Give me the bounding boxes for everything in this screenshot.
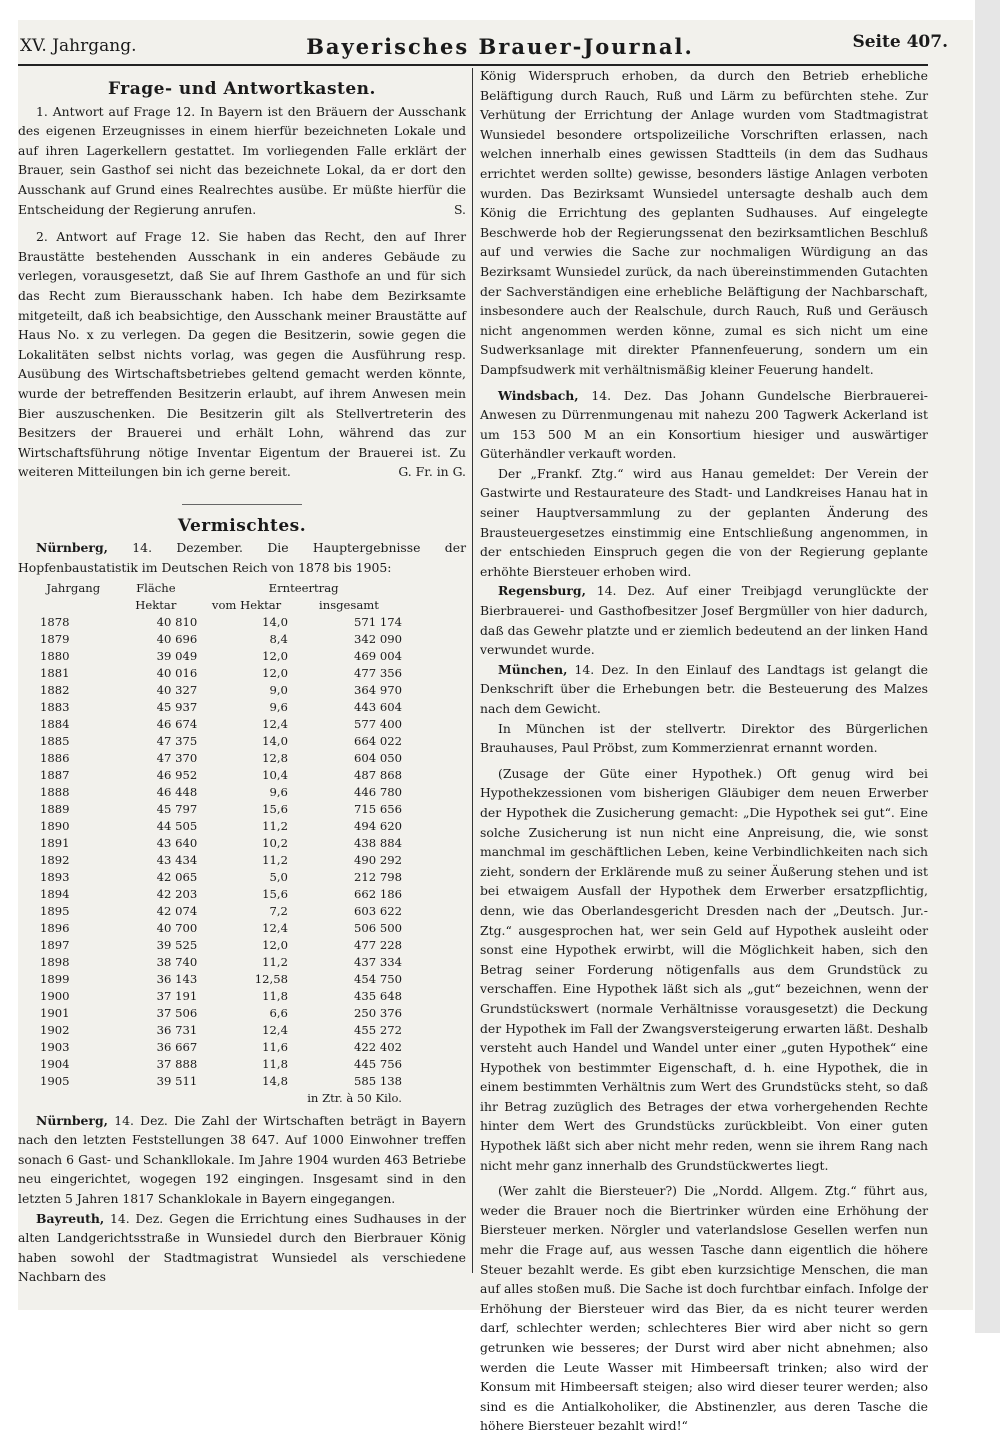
cell-total: 446 780 [354, 784, 402, 799]
table-row [36, 1056, 406, 1073]
news-text: Auf einer Treibjagd verunglückte der Bierbrauerei- und Gasthofbesitzer Josef Bergmüller von hier dadurch, daß das Gewehr platzte und er ziemlich bedeutend an der linken Hand verwundet wurde. [480, 583, 928, 658]
news-text: Das Johann Gundelsche Bierbrauerei-Anwesen zu Dürrenmungenau mit nahezu 200 Tagwerk Ackerland ist um 153 500 M an ein Konsortium hiesiger und auswärtiger Güterhändler verkauft worden. [480, 387, 928, 462]
place-label: Bayreuth, [36, 1210, 105, 1226]
cell-year: 1893 [40, 869, 70, 884]
cell-total: 364 970 [354, 682, 402, 697]
place-label: Windsbach, [498, 387, 579, 403]
cell-area: 42 074 [156, 903, 198, 918]
cell-per-hectare: 11,8 [262, 1056, 288, 1071]
cell-total: 585 138 [354, 1073, 402, 1088]
cell-per-hectare: 12,8 [262, 750, 288, 765]
cell-total: 477 356 [354, 665, 402, 680]
table-row [36, 716, 406, 733]
cell-area: 46 952 [156, 767, 198, 782]
bayreuth-continued: König Widerspruch erhoben, da durch den Betrieb erhebliche Beläftigung durch Rauch, Ruß und Lärm zu befürchten stehe. Zur Verhütung der Errichtung der Anlage wurden vom Stadtmagistrat Wunsiedel besondere ortspolizeiliche Vorschriften erlassen, nach welchen innerhalb eines gewissen Stadtteils (in dem das Sudhaus errichtet werden sollte) gewisse, besonders lästige Anlagen verboten wurden. Das Bezirksamt Wunsiedel untersagte deshalb auch dem König die Errichtung des geplanten Sudhauses. Auf eingelegte Beschwerde hob der Regierungssenat den bezirksamtlichen Beschluß auf und verwies die Sache zur nochmaligen Würdigung an das Bezirksamt Wunsiedel zurück, da nach übereinstimmenden Gutachten der Sachverständigen eine erhebliche Beläftigung der Nachbarschaft, insbesondere auch der Realschule, durch Rauch, Ruß und Geräusch nicht angenommen werden könne, zumal es sich nicht um eine Sudwerksanlage mit direkter Pfannenfeuerung, sondern um ein Dampfsudwerk mit verhältnismäßig kleiner Feuerung handelt. [480, 68, 928, 377]
cell-per-hectare: 12,4 [262, 1022, 288, 1037]
table-row [36, 648, 406, 665]
cell-area: 43 434 [156, 852, 198, 867]
table-row [36, 699, 406, 716]
cell-per-hectare: 12,58 [254, 971, 288, 986]
cell-total: 250 376 [354, 1005, 402, 1020]
cell-per-hectare: 12,0 [262, 665, 288, 680]
answer-2 [18, 227, 466, 482]
cell-year: 1900 [40, 988, 70, 1003]
cell-per-hectare: 10,4 [262, 767, 288, 782]
table-row [36, 801, 406, 818]
cell-total: 455 272 [354, 1022, 402, 1037]
cell-per-hectare: 14,0 [262, 614, 288, 629]
cell-year: 1886 [40, 750, 70, 765]
cell-year: 1883 [40, 699, 70, 714]
table-row [36, 971, 406, 988]
cell-per-hectare: 14,8 [262, 1073, 288, 1088]
table-subheader-row [36, 597, 406, 614]
table-row [36, 614, 406, 631]
cell-per-hectare: 10,2 [262, 835, 288, 850]
news-hanau: Der „Frankf. Ztg.“ wird aus Hanau gemeldet: Der Verein der Gastwirte und Restaurateure des Stadt- und Landkreises Hanau hat in seiner Hauptversammlung zu der geplanten Änderung des Brausteuergesetzes einstimmig eine Entschließung angenommen, in der entschieden Einspruch gegen die von der Regierung geplante erhöhte Biersteuer erhoben wird. [480, 465, 928, 579]
place-label: Nürnberg, [36, 1112, 108, 1128]
cell-per-hectare: 12,4 [262, 920, 288, 935]
news-muenchen [480, 660, 928, 719]
cell-total: 577 400 [354, 716, 402, 731]
cell-total: 571 174 [354, 614, 402, 629]
table-row [36, 767, 406, 784]
cell-total: 438 884 [354, 835, 402, 850]
cell-total: 437 334 [354, 954, 402, 969]
cell-year: 1902 [40, 1022, 70, 1037]
cell-year: 1884 [40, 716, 70, 731]
section-title-misc: Vermischtes. [177, 515, 307, 536]
cell-total: 494 620 [354, 818, 402, 833]
subheader-total: insgesamt [319, 597, 379, 612]
cell-year: 1881 [40, 665, 70, 680]
column-divider [472, 68, 473, 1273]
cell-area: 37 191 [156, 988, 198, 1003]
cell-area: 40 327 [156, 682, 198, 697]
answer-1-text: 1. Antwort auf Frage 12. In Bayern ist den Bräuern der Ausschank des eigenen Erzeugnisses in einem hierfür bezeichneten Lokale und auf ihren Lagerkellern gestattet. Im vorliegenden Falle erklärt der Brauer, sein Gasthof sei nicht das bezeichnete Lokal, da er dort den Ausschank auf Grund eines Realrechtes ausübe. Er müßte hierfür die Entscheidung der Regierung anrufen. [18, 103, 466, 217]
table-row [36, 750, 406, 767]
date-label: 14. Dezember. [132, 540, 243, 556]
news-nuernberg-2 [18, 1111, 466, 1209]
news-muenchen-2: In München ist der stellvertr. Direktor des Bürgerlichen Brauhauses, Paul Pröbst, zum Kommerzienrat ernannt worden. [480, 720, 928, 756]
cell-area: 36 731 [156, 1022, 198, 1037]
cell-area: 39 511 [156, 1073, 198, 1088]
cell-area: 42 203 [156, 886, 198, 901]
date-label: 14. Dez. [574, 661, 629, 677]
cell-area: 46 674 [156, 716, 198, 731]
news-nuernberg-1 [18, 538, 466, 577]
subheader-per-hectare: vom Hektar [211, 597, 282, 612]
header-area: Fläche [136, 580, 176, 595]
table-row [36, 1073, 406, 1090]
cell-per-hectare: 11,6 [262, 1039, 288, 1054]
cell-per-hectare: 15,6 [262, 801, 288, 816]
cell-year: 1899 [40, 971, 70, 986]
cell-year: 1885 [40, 733, 70, 748]
cell-area: 40 810 [156, 614, 198, 629]
date-label: 14. Dez. [109, 1210, 164, 1226]
cell-area: 36 143 [156, 971, 198, 986]
cell-total: 454 750 [354, 971, 402, 986]
table-row [36, 954, 406, 971]
journal-title: Bayerisches Brauer-Journal. [306, 34, 694, 59]
date-label: 14. Dez. [591, 387, 652, 403]
cell-year: 1891 [40, 835, 70, 850]
cell-year: 1904 [40, 1056, 70, 1071]
cell-area: 47 375 [156, 733, 198, 748]
cell-per-hectare: 12,4 [262, 716, 288, 731]
cell-area: 39 049 [156, 648, 198, 663]
cell-area: 38 740 [156, 954, 198, 969]
page-header [0, 22, 1000, 62]
table-row [36, 818, 406, 835]
cell-total: 445 756 [354, 1056, 402, 1071]
table-row [36, 886, 406, 903]
cell-total: 664 022 [354, 733, 402, 748]
news-text: Die Hauptergebnisse der Hopfenbaustatistik im Deutschen Reich von 1878 bis 1905: [18, 540, 466, 576]
table-row [36, 988, 406, 1005]
cell-per-hectare: 11,2 [262, 852, 288, 867]
cell-year: 1897 [40, 937, 70, 952]
cell-total: 662 186 [354, 886, 402, 901]
cell-total: 212 798 [354, 869, 402, 884]
table-row [36, 665, 406, 682]
cell-per-hectare: 11,2 [262, 818, 288, 833]
cell-area: 47 370 [156, 750, 198, 765]
page-number: Seite 407. [852, 32, 948, 52]
table-row [36, 784, 406, 801]
cell-area: 45 797 [156, 801, 198, 816]
right-column [480, 66, 928, 1436]
date-label: 14. Dez. [596, 583, 656, 599]
answer-2-text: 2. Antwort auf Frage 12. Sie haben das Recht, den auf Ihrer Braustätte bestehenden Ausschank in ein anderes Gebäude zu verlegen, vorausgesetzt, daß Sie auf Ihrem Gasthofe an und für sich das Recht zum Bierausschank haben. Ich habe dem Bezirksamte mitgeteilt, daß ich beabsichtige, den Ausschank meiner Braustätte auf Haus No. x zu verlegen. Da gegen die Besitzerin, sowie gegen die Lokalitäten selbst nichts vorlag, was gegen die Ausführung resp. Ausübung des Wirtschaftsbetriebes geltend gemacht werden könnte, wurde der betreffenden Besitzerin erlaubt, auf ihrem Anwesen mein Bier auszuschenken. Die Besitzerin gilt als Stellvertreterin des Besitzers der Brauerei und erhält Lohn, während das zur Wirtschaftsführung nötige Inventar Eigentum der Brauerei ist. Zu weiteren Mitteilungen bin ich gerne bereit. [18, 229, 466, 480]
cell-year: 1892 [40, 852, 70, 867]
news-text: Gegen die Errichtung eines Sudhauses in der alten Landgerichtsstraße in Wunsiedel durch den Bierbrauer König haben sowohl der Stadtmagistrat Wunsiedel als verschiedene Nachbarn des [18, 1210, 466, 1285]
section-separator [182, 504, 302, 505]
header-year: Jahrgang [46, 580, 101, 595]
cell-area: 44 505 [156, 818, 198, 833]
table-row [36, 733, 406, 750]
cell-area: 43 640 [156, 835, 198, 850]
cell-total: 715 656 [354, 801, 402, 816]
cell-per-hectare: 14,0 [262, 733, 288, 748]
cell-year: 1878 [40, 614, 70, 629]
table-row [36, 1005, 406, 1022]
answer-2-signature: G. Fr. in G. [398, 464, 466, 480]
cell-total: 603 622 [354, 903, 402, 918]
cell-per-hectare: 9,0 [269, 682, 288, 697]
cell-per-hectare: 9,6 [269, 784, 288, 799]
cell-per-hectare: 12,0 [262, 648, 288, 663]
date-label: 14. Dez. [114, 1112, 168, 1128]
section-title-qa: Frage- und Antwortkasten. [108, 79, 376, 99]
volume-label: XV. Jahrgang. [20, 36, 137, 56]
cell-per-hectare: 5,0 [269, 869, 288, 884]
news-windsbach [480, 386, 928, 464]
cell-area: 37 506 [156, 1005, 198, 1020]
cell-total: 422 402 [354, 1039, 402, 1054]
cell-per-hectare: 11,2 [262, 954, 288, 969]
table-row [36, 920, 406, 937]
cell-total: 469 004 [354, 648, 402, 663]
cell-per-hectare: 15,6 [262, 886, 288, 901]
cell-per-hectare: 8,4 [269, 631, 288, 646]
cell-total: 604 050 [354, 750, 402, 765]
answer-1-signature: S. [454, 201, 466, 217]
cell-year: 1894 [40, 886, 70, 901]
cell-area: 40 696 [156, 631, 198, 646]
left-column [18, 68, 466, 1287]
news-bayreuth [18, 1209, 466, 1287]
cell-area: 40 700 [156, 920, 198, 935]
table-unit-row [36, 1090, 406, 1107]
cell-year: 1882 [40, 682, 70, 697]
cell-year: 1898 [40, 954, 70, 969]
cell-total: 435 648 [354, 988, 402, 1003]
binding-edge [975, 0, 1000, 1333]
cell-year: 1887 [40, 767, 70, 782]
cell-total: 487 868 [354, 767, 402, 782]
news-text: In den Einlauf des Landtags ist gelangt die Denkschrift über die Erhebungen betr. die Besteuerung des Malzes nach dem Gewicht. [480, 661, 928, 716]
cell-year: 1880 [40, 648, 70, 663]
cell-year: 1903 [40, 1039, 70, 1054]
cell-year: 1889 [40, 801, 70, 816]
cell-total: 506 500 [354, 920, 402, 935]
table-row [36, 852, 406, 869]
cell-per-hectare: 6,6 [269, 1005, 288, 1020]
cell-area: 46 448 [156, 784, 198, 799]
cell-year: 1890 [40, 818, 70, 833]
answer-1 [18, 102, 466, 220]
table-row [36, 631, 406, 648]
news-hypothek: (Zusage der Güte einer Hypothek.) Oft genug wird bei Hypothekzessionen vom bisherigen Gläubiger dem neuen Erwerber der Hypothek die Zusicherung gemacht: „Die Hypothek sei gut“. Eine solche Zusicherung ist nun nicht eine Anpreisung, die, wie sonst manchmal im geschäftlichen Leben, keine Verbindlichkeiten nach sich zieht, sondern der Erklärende muß zu seiner Äußerung stehen und ist bei etwaigem Ausfall der Hypothek dem Erwerber ersatzpflichtig, denn, wie das Oberlandesgericht Dresden nach der „Deutsch. Jur.-Ztg.“ ausgesprochen hat, wer sein Geld auf Hypothek ausleiht oder sonst eine Hypothek erwirbt, will die Möglichkeit haben, sich den Betrag seiner Forderung nötigenfalls aus dem Grundstück zu verschaffen. Eine Hypothek läßt sich als „gut“ bezeichnen, wenn der Grundstückswert (normale Verhältnisse vorausgesetzt) die Deckung der Hypothek im Fall der Zwangsversteigerung erwarten läßt. Deshalb versteht auch Handel und Wandel unter einer „guten Hypothek“ eine Hypothek von bestimmter Eigenschaft, d. h. eine Hypothek, die in einem bestimmten Verhältnis zum Wert des Grundstücks steht, so daß ihr Betrag zuzüglich des Betrages der etwa vorhergehenden Rechte hinter dem Wert des Grundstücks zurückbleibt. Von einer guten Hypothek läßt sich aber nicht mehr reden, wenn sie ihrem Rang nach nicht mehr ganz innerhalb des Grundstückwertes liegt. [480, 765, 928, 1173]
table-row [36, 937, 406, 954]
table-header-row [36, 580, 406, 597]
news-regensburg [480, 581, 928, 659]
cell-per-hectare: 9,6 [269, 699, 288, 714]
place-label: München, [498, 661, 568, 677]
table-row [36, 1039, 406, 1056]
cell-year: 1888 [40, 784, 70, 799]
cell-area: 39 525 [156, 937, 198, 952]
cell-area: 37 888 [156, 1056, 198, 1071]
cell-year: 1879 [40, 631, 70, 646]
news-text: Die Zahl der Wirtschaften beträgt in Bayern nach den letzten Feststellungen 38 647. Auf 1000 Einwohner treffen sonach 6 Gast- und Schankllokale. Im Jahre 1904 wurden 463 Betriebe neu eingerichtet, wogegen 192 eingingen. Insgesamt sind in den letzten 5 Jahren 1817 Schanklokale in Bayern eingegangen. [18, 1112, 466, 1207]
cell-per-hectare: 12,0 [262, 937, 288, 952]
header-yield: Ernteertrag [268, 580, 339, 595]
cell-year: 1896 [40, 920, 70, 935]
table-row [36, 682, 406, 699]
place-label: Regensburg, [498, 583, 586, 599]
cell-total: 443 604 [354, 699, 402, 714]
table-row [36, 903, 406, 920]
table-row [36, 869, 406, 886]
table-row [36, 1022, 406, 1039]
place-label: Nürnberg, [36, 540, 108, 556]
cell-year: 1895 [40, 903, 70, 918]
cell-area: 36 667 [156, 1039, 198, 1054]
cell-year: 1905 [40, 1073, 70, 1088]
subheader-hectare: Hektar [135, 597, 177, 612]
cell-area: 40 016 [156, 665, 198, 680]
cell-per-hectare: 11,8 [262, 988, 288, 1003]
cell-area: 45 937 [156, 699, 198, 714]
hop-statistics-table [36, 580, 406, 1107]
table-row [36, 835, 406, 852]
table-unit: in Ztr. à 50 Kilo. [307, 1090, 402, 1105]
cell-total: 490 292 [354, 852, 402, 867]
cell-total: 342 090 [354, 631, 402, 646]
cell-area: 42 065 [156, 869, 198, 884]
cell-per-hectare: 7,2 [269, 903, 288, 918]
cell-total: 477 228 [354, 937, 402, 952]
cell-year: 1901 [40, 1005, 70, 1020]
news-biersteuer: (Wer zahlt die Biersteuer?) Die „Nordd. Allgem. Ztg.“ führt aus, weder die Brauer noch die Biertrinker würden eine Erhöhung der Biersteuer merken. Nörgler und vaterlandslose Gesellen werfen nun mehr die Frage auf, aus wessen Tasche dann eigentlich die höhere Steuer bezahlt werde. Es gibt eben kurzsichtige Menschen, die man auf alles stoßen muß. Die Sache ist doch furchtbar einfach. Infolge der Erhöhung der Biersteuer wird das Bier, da es nicht teurer werden darf, schlechter werden; schlechteres Bier wird aber nicht so gern getrunken wie besseres; der Durst wird aber nicht abnehmen; also werden die Leute Wasser mit Himbeersaft trinken; also wird der Konsum mit Himbeersaft steigen; also wird dieser teurer werden; also sind es die Antialkoholiker, die Abstinenzler, aus deren Tasche die höhere Biersteuer bezahlt wird!“ [480, 1183, 928, 1434]
